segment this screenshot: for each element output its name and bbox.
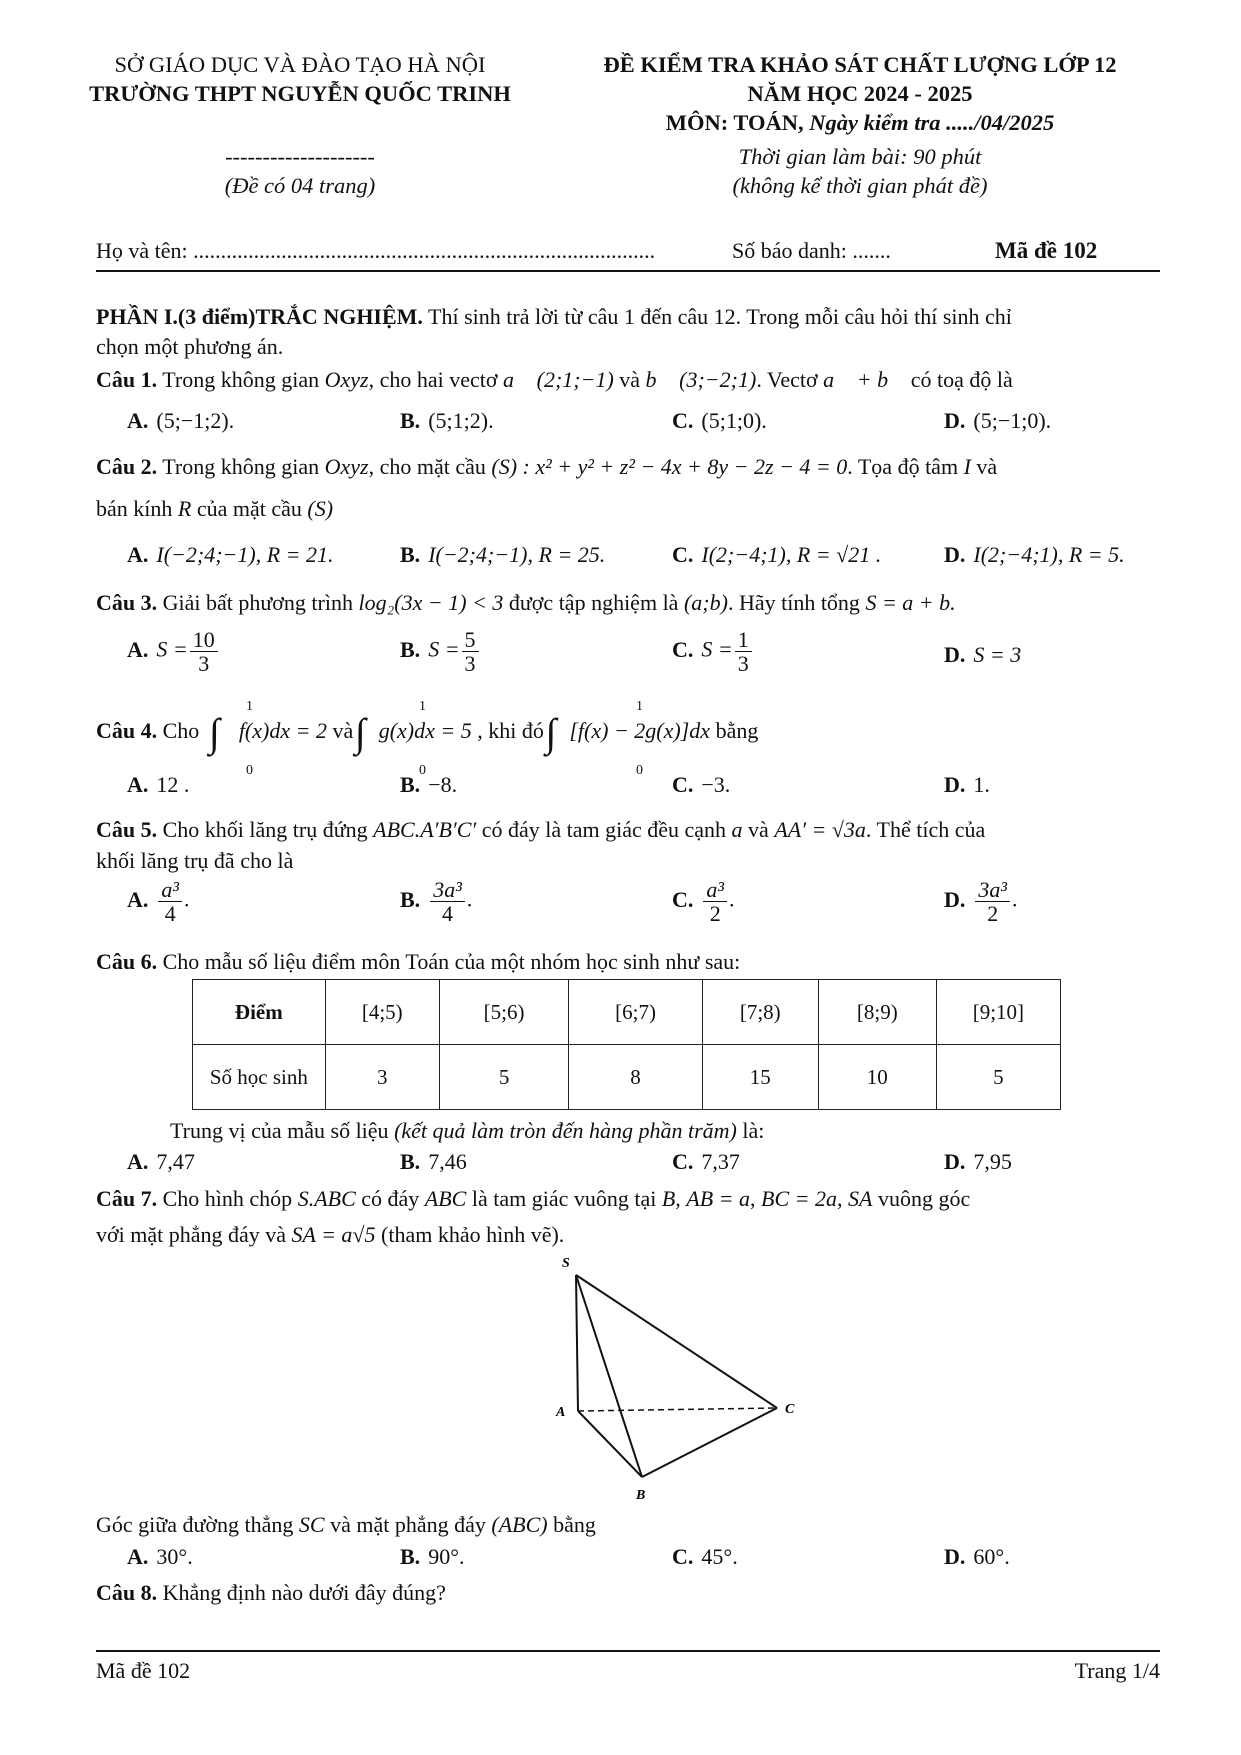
numerator: a³ <box>158 878 182 902</box>
numerator: a³ <box>703 878 727 902</box>
footer-divider <box>96 1650 1160 1652</box>
q1-text: có toạ độ là <box>905 367 1013 392</box>
option-letter: D. <box>944 1149 966 1174</box>
sa-length: SA = a√5 <box>291 1222 376 1247</box>
student-name-field[interactable]: Họ và tên: .................................................................................... <box>96 238 656 263</box>
q7-text: Góc giữa đường thẳng <box>96 1512 299 1537</box>
option-letter: A. <box>127 1544 149 1569</box>
part1-title: PHẦN I.(3 điểm)TRẮC NGHIỆM. <box>96 304 423 329</box>
edge-sc <box>576 1275 777 1408</box>
q2-text: bán kính <box>96 496 178 521</box>
integral-upper-limit: 1 <box>246 699 253 714</box>
header-right-titles <box>560 50 1160 108</box>
table-row <box>193 980 1061 1045</box>
sa-edge: SA <box>848 1186 873 1211</box>
label-a: A <box>556 1405 566 1420</box>
q5-text: có đáy là tam giác đều cạnh <box>476 817 732 842</box>
label-c: C <box>785 1402 795 1417</box>
question-8 <box>96 1578 446 1608</box>
table-row <box>193 1045 1061 1110</box>
q1-option-a[interactable] <box>127 408 234 434</box>
option-text: −8. <box>428 772 458 797</box>
option-letter: B. <box>400 542 421 567</box>
q6-label: Câu 6. <box>96 949 158 974</box>
option-text: −3. <box>701 772 731 797</box>
q7-text: với mặt phẳng đáy và <box>96 1222 292 1247</box>
q7-text: vuông góc <box>872 1186 971 1211</box>
integral-g: g(x)dx = 5 <box>378 718 472 743</box>
q4-text: , khi đó <box>471 718 550 743</box>
q1-text: Trong không gian <box>157 367 325 392</box>
vertex-b: B <box>661 1186 676 1211</box>
q7-text: có đáy <box>355 1186 425 1211</box>
option-text: 1. <box>973 772 990 797</box>
part1-line2: chọn một phương án. <box>96 334 284 359</box>
q4-text: và <box>326 718 359 743</box>
edge-ab <box>578 1411 642 1477</box>
option-text: 7,46 <box>428 1149 467 1174</box>
subject-line <box>560 108 1160 137</box>
q7-text: bằng <box>547 1512 596 1537</box>
option-letter: D. <box>944 542 966 567</box>
option-letter: D. <box>944 772 966 797</box>
q1-space: Oxyz <box>324 367 369 392</box>
fraction <box>430 878 465 925</box>
q5-label: Câu 5. <box>96 817 158 842</box>
question-1 <box>96 365 1013 395</box>
numerator: 1 <box>735 628 752 652</box>
q4-option-d[interactable] <box>944 772 990 798</box>
option-letter: C. <box>672 772 694 797</box>
time-info <box>560 142 1160 200</box>
center-symbol: I <box>963 454 971 479</box>
q3-text: . Hãy tính tổng <box>727 590 866 615</box>
exam-title: ĐỀ KIỂM TRA KHẢO SÁT CHẤT LƯỢNG LỚP 12 <box>603 52 1117 77</box>
option-text: S = <box>701 636 733 662</box>
option-letter: B. <box>400 636 421 662</box>
fraction <box>975 878 1010 925</box>
option-letter: A. <box>127 542 149 567</box>
q2-option-d[interactable] <box>944 542 1125 568</box>
table-cell: 5 <box>936 1045 1060 1110</box>
q4-option-a[interactable] <box>127 772 189 798</box>
q4-option-b[interactable] <box>400 772 457 798</box>
header-left <box>60 50 540 108</box>
q7-ask <box>96 1510 596 1540</box>
log-inequality: log₂(3x − 1) < 3 <box>358 590 504 615</box>
table-header-cell: Số học sinh <box>193 1045 326 1110</box>
time-note: (không kể thời gian phát đề) <box>732 173 988 198</box>
edge-a: a <box>731 817 743 842</box>
student-id-field[interactable]: Số báo danh: ....... <box>732 238 891 263</box>
ab-length: AB = a <box>686 1186 751 1211</box>
part1-instructions <box>96 302 1012 332</box>
table-cell: [5;6) <box>439 980 569 1045</box>
q2-text: Trong không gian <box>157 454 325 479</box>
question-7-line2 <box>96 1220 564 1250</box>
table-cell: 10 <box>818 1045 936 1110</box>
table-cell: [8;9) <box>818 980 936 1045</box>
fraction <box>158 878 182 925</box>
q5-option-a[interactable]: A. $\frac{\text{a³}}{4}$ . <box>127 877 190 927</box>
q4-text: Cho <box>157 718 205 743</box>
pages-note: (Đề có 04 trang) <box>224 173 376 198</box>
q3-label: Câu 3. <box>96 590 158 615</box>
option-text: S = <box>428 636 460 662</box>
q1-option-d[interactable] <box>944 408 1051 434</box>
option-text: 90°. <box>428 1544 465 1569</box>
edge-ac-hidden <box>578 1408 777 1411</box>
option-text: I(2;−4;1), R = √21 . <box>701 542 882 567</box>
denominator: 4 <box>441 901 453 927</box>
q4-text: bằng <box>710 718 759 743</box>
edge-sb <box>576 1275 642 1477</box>
q2-option-c[interactable] <box>672 542 881 568</box>
q7-text: (tham khảo hình vẽ). <box>375 1222 565 1247</box>
q3-text: được tập nghiệm là <box>503 590 684 615</box>
option-letter: A. <box>127 1149 149 1174</box>
vector-b: b⃗ (3;−2;1) <box>645 367 757 392</box>
table-header-cell: Điểm <box>193 980 326 1045</box>
exam-date: Ngày kiểm tra ...../04/2025 <box>809 110 1055 135</box>
denominator: 4 <box>164 901 176 927</box>
q3-option-d[interactable] <box>944 642 1021 668</box>
q2-text: , cho mặt cầu <box>368 454 492 479</box>
q5-option-b[interactable]: B. $\frac{\text{3a³}}{4}$ . <box>400 877 473 927</box>
option-letter: C. <box>672 1149 694 1174</box>
q1-text: và <box>613 367 646 392</box>
q6-median-question <box>170 1116 764 1146</box>
sphere-symbol: (S) <box>307 496 334 521</box>
q2-option-a[interactable] <box>127 542 334 568</box>
radius-symbol: R <box>177 496 192 521</box>
numerator: 10 <box>190 628 218 652</box>
option-text: 60°. <box>973 1544 1010 1569</box>
option-text: 12 . <box>156 772 190 797</box>
q5-line2: khối lăng trụ đã cho là <box>96 848 294 873</box>
line-sc: SC <box>298 1512 325 1537</box>
denominator: 3 <box>464 651 476 677</box>
pyramid-name: S.ABC <box>297 1186 356 1211</box>
q7-text: , <box>675 1186 687 1211</box>
q7-option-b[interactable] <box>400 1544 465 1570</box>
q3-option-b[interactable] <box>400 628 481 675</box>
option-text: I(−2;4;−1), R = 25. <box>428 542 606 567</box>
option-letter: C. <box>672 1544 694 1569</box>
option-letter: B. <box>400 886 421 912</box>
question-4: Câu 4. Cho 1 0 ∫ f(x)dx = 2 và 1 0 ∫ g(x)dx = 5 , khi đó 1 0 ∫ [f(x) − 2g(x)]dx bằng <box>96 716 758 746</box>
option-text: (5;1;2). <box>428 408 494 433</box>
denominator: 2 <box>709 901 721 927</box>
option-text: S = <box>156 636 188 662</box>
q1-label: Câu 1. <box>96 367 158 392</box>
q2-option-b[interactable] <box>400 542 605 568</box>
numerator: 3a³ <box>430 878 465 902</box>
question-6 <box>96 947 740 977</box>
department-name: SỞ GIÁO DỤC VÀ ĐÀO TẠO HÀ NỘI <box>114 52 486 77</box>
option-text: (5;−1;2). <box>156 408 235 433</box>
q6-text: Trung vị của mẫu số liệu <box>170 1118 395 1143</box>
option-letter: C. <box>672 636 694 662</box>
q6-text: Cho mẫu số liệu điểm môn Toán của một nhóm học sinh như sau: <box>157 949 741 974</box>
integral-combined: [f(x) − 2g(x)]dx <box>569 718 711 743</box>
question-7 <box>96 1184 970 1214</box>
fraction <box>735 628 752 675</box>
table-cell: 8 <box>569 1045 702 1110</box>
fraction <box>703 878 727 925</box>
option-letter: D. <box>944 408 966 433</box>
q7-text: Cho hình chóp <box>157 1186 298 1211</box>
table-cell: 15 <box>702 1045 818 1110</box>
school-year: NĂM HỌC 2024 - 2025 <box>747 81 973 106</box>
q6-option-c[interactable] <box>672 1149 740 1175</box>
option-letter: C. <box>672 886 694 912</box>
q4-option-c[interactable] <box>672 772 730 798</box>
option-text: (5;−1;0). <box>973 408 1052 433</box>
option-letter: B. <box>400 408 421 433</box>
question-2 <box>96 452 997 482</box>
q7-text: , <box>750 1186 762 1211</box>
dashes: -------------------- <box>225 144 375 169</box>
integral-lower-limit: 0 <box>246 763 253 778</box>
vector-sum: a⃗ + b⃗ <box>823 367 906 392</box>
integral-f: f(x)dx = 2 <box>238 718 327 743</box>
option-text: 30°. <box>156 1544 193 1569</box>
option-letter: D. <box>944 642 966 667</box>
height-expression: AA′ = √3a <box>774 817 866 842</box>
q1-option-c[interactable] <box>672 408 767 434</box>
integral-lower-limit: 0 <box>636 763 643 778</box>
q7-label: Câu 7. <box>96 1186 158 1211</box>
base-name: ABC <box>424 1186 467 1211</box>
pyramid-figure <box>540 1255 820 1505</box>
integral-lower-limit: 0 <box>419 763 426 778</box>
q5-text: và <box>742 817 775 842</box>
q3-option-a[interactable] <box>127 628 220 675</box>
edge-bc <box>642 1408 777 1477</box>
option-letter: B. <box>400 1544 421 1569</box>
time-limit: Thời gian làm bài: 90 phút <box>738 144 982 169</box>
option-letter: C. <box>672 542 694 567</box>
q3-option-c[interactable] <box>672 628 754 675</box>
option-text: 7,37 <box>701 1149 740 1174</box>
q2-label: Câu 2. <box>96 454 158 479</box>
option-letter: A. <box>127 636 149 662</box>
integral-upper-limit: 1 <box>636 699 643 714</box>
option-letter: A. <box>127 408 149 433</box>
q8-text: Khẳng định nào dưới đây đúng? <box>157 1580 446 1605</box>
question-2-line2 <box>96 494 333 524</box>
option-letter: D. <box>944 1544 966 1569</box>
fraction <box>462 628 479 675</box>
bc-length: BC = 2a <box>761 1186 837 1211</box>
label-b: B <box>636 1488 646 1503</box>
q6-option-a[interactable] <box>127 1149 195 1175</box>
q7-option-d[interactable] <box>944 1544 1010 1570</box>
sum-expression: S = a + b. <box>865 590 956 615</box>
header-divider <box>96 270 1160 272</box>
table-cell: [9;10] <box>936 980 1060 1045</box>
q2-space: Oxyz <box>324 454 369 479</box>
q2-text: và <box>970 454 998 479</box>
footer-page-number: Trang 1/4 <box>1074 1658 1160 1683</box>
q2-text: của mặt cầu <box>191 496 308 521</box>
option-letter: C. <box>672 408 694 433</box>
denominator: 2 <box>987 901 999 927</box>
q2-text: . Tọa độ tâm <box>847 454 964 479</box>
score-table <box>192 979 1061 1110</box>
denominator: 3 <box>737 651 749 677</box>
q7-text: , <box>837 1186 848 1211</box>
label-s: S <box>562 1256 570 1271</box>
q7-option-c[interactable] <box>672 1544 738 1570</box>
q1-text: . Vectơ <box>756 367 824 392</box>
footer-exam-code: Mã đề 102 <box>96 1658 191 1683</box>
table-cell: 5 <box>439 1045 569 1110</box>
option-text: I(−2;4;−1), R = 21. <box>156 542 334 567</box>
option-letter: B. <box>400 772 421 797</box>
sphere-equation: (S) : x² + y² + z² − 4x + 8y − 2z − 4 = 0 <box>491 454 848 479</box>
q5-text: Cho khối lăng trụ đứng <box>157 817 374 842</box>
q6-option-b[interactable] <box>400 1149 467 1175</box>
q6-text: là: <box>736 1118 765 1143</box>
option-text: 7,95 <box>973 1149 1012 1174</box>
q3-text: Giải bất phương trình <box>157 590 359 615</box>
q7-text: và mặt phẳng đáy <box>324 1512 492 1537</box>
q5-option-c[interactable]: C. $\frac{\text{a³}}{2}$ . <box>672 877 735 927</box>
table-cell: [7;8) <box>702 980 818 1045</box>
option-text: (5;1;0). <box>701 408 767 433</box>
option-letter: D. <box>944 886 966 912</box>
q1-option-b[interactable] <box>400 408 494 434</box>
option-text: 45°. <box>701 1544 738 1569</box>
plane-abc: (ABC) <box>491 1512 548 1537</box>
solution-set: (a;b) <box>683 590 728 615</box>
q5-option-d[interactable]: D. $\frac{\text{3a³}}{2}$ . <box>944 877 1018 927</box>
edge-sa <box>576 1275 578 1411</box>
q6-note: (kết quả làm tròn đến hàng phần trăm) <box>394 1118 737 1143</box>
q7-option-a[interactable] <box>127 1544 193 1570</box>
q8-label: Câu 8. <box>96 1580 158 1605</box>
school-name: TRƯỜNG THPT NGUYỄN QUỐC TRINH <box>89 81 511 106</box>
q7-text: là tam giác vuông tại <box>466 1186 662 1211</box>
denominator: 3 <box>198 651 210 677</box>
table-cell: [4;5) <box>325 980 439 1045</box>
option-letter: B. <box>400 1149 421 1174</box>
table-cell: [6;7) <box>569 980 702 1045</box>
exam-code: Mã đề 102 <box>995 238 1098 263</box>
q4-label: Câu 4. <box>96 718 158 743</box>
table-cell: 3 <box>325 1045 439 1110</box>
option-text: 7,47 <box>156 1149 195 1174</box>
fraction <box>190 628 218 675</box>
question-5 <box>96 815 985 845</box>
option-text: I(2;−4;1), R = 5. <box>973 542 1125 567</box>
numerator: 3a³ <box>975 878 1010 902</box>
numerator: 5 <box>462 628 479 652</box>
option-letter: A. <box>127 772 149 797</box>
integral-upper-limit: 1 <box>419 699 426 714</box>
subject: MÔN: TOÁN, <box>665 110 804 135</box>
q1-text: , cho hai vectơ <box>368 367 504 392</box>
option-text: S = 3 <box>973 642 1022 667</box>
question-3 <box>96 588 956 618</box>
q6-option-d[interactable] <box>944 1149 1012 1175</box>
part1-line1: Thí sinh trả lời từ câu 1 đến câu 12. Trong mỗi câu hỏi thí sinh chỉ <box>422 304 1012 329</box>
vector-a: a⃗ (2;1;−1) <box>503 367 614 392</box>
option-letter: A. <box>127 886 149 912</box>
prism-name: ABC.A′B′C′ <box>373 817 477 842</box>
q5-text: . Thể tích của <box>865 817 986 842</box>
